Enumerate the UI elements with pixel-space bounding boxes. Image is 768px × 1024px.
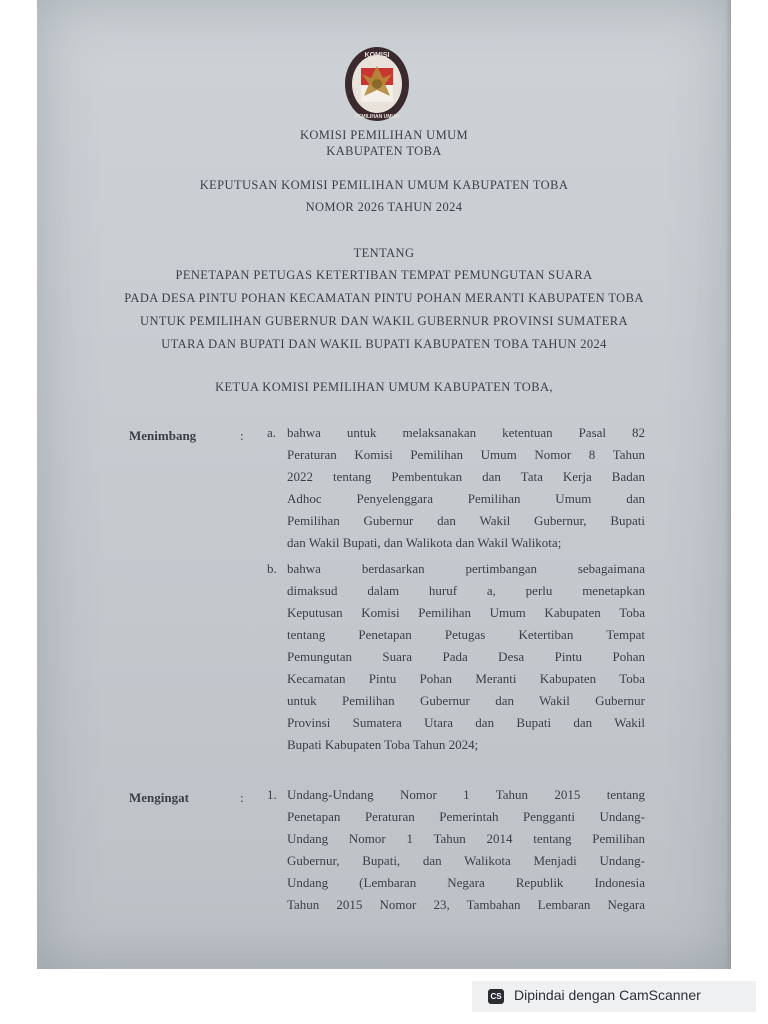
clause-b-line: Keputusan Komisi Pemilihan Umum Kabupaten Toba	[287, 605, 645, 620]
clause-b-line: untuk Pemilihan Gubernur dan Wakil Gubernur	[287, 693, 645, 708]
logo-text-bottom: PEMILIHAN UMUM	[354, 114, 400, 120]
clause-1-line: Gubernur, Bupati, dan Walikota Menjadi Undang-	[287, 853, 645, 868]
clause-b-line: Kecamatan Pintu Pohan Meranti Kabupaten Toba	[287, 671, 645, 686]
mengingat-colon: :	[240, 790, 244, 805]
clause-1-line: Penetapan Peraturan Pemerintah Pengganti Undang-	[287, 809, 645, 824]
org-name-line1: KOMISI PEMILIHAN UMUM	[299, 128, 469, 142]
clause-1-line: Tahun 2015 Nomor 23, Tambahan Lembaran Negara	[287, 897, 645, 912]
chair-line: KETUA KOMISI PEMILIHAN UMUM KABUPATEN TOBA,	[215, 380, 553, 394]
menimbang-label: Menimbang	[129, 428, 197, 443]
org-name-line2: KABUPATEN TOBA	[326, 144, 442, 158]
clause-a-line: bahwa untuk melaksanakan ketentuan Pasal 82	[287, 425, 645, 440]
item-marker-1: 1.	[267, 787, 277, 802]
menimbang-colon: :	[240, 428, 244, 443]
camscanner-watermark	[472, 981, 756, 1012]
clause-1-line: Undang-Undang Nomor 1 Tahun 2015 tentang	[287, 787, 645, 802]
camscanner-text: Dipindai dengan CamScanner	[514, 987, 701, 1003]
clause-b-line: dimaksud dalam huruf a, perlu menetapkan	[287, 583, 645, 598]
clause-a-line: Adhoc Penyelenggara Pemilihan Umum dan	[287, 491, 645, 506]
logo-text-top: KOMISI	[364, 52, 390, 59]
clause-a-line: dan Wakil Bupati, dan Walikota dan Wakil Walikota;	[287, 535, 562, 550]
clause-b-line: bahwa berdasarkan pertimbangan sebagaimana	[287, 561, 645, 576]
clause-a-line: Peraturan Komisi Pemilihan Umum Nomor 8 Tahun	[287, 447, 645, 462]
mengingat-label: Mengingat	[129, 790, 189, 805]
clause-a-line: 2022 tentang Pembentukan dan Tata Kerja Badan	[287, 469, 645, 484]
about-label: TENTANG	[353, 246, 415, 260]
subject-line: PENETAPAN PETUGAS KETERTIBAN TEMPAT PEMUNGUTAN SUARA	[175, 268, 593, 282]
clause-b-line: Provinsi Sumatera Utara dan Bupati dan Wakil	[287, 715, 645, 730]
clause-1-line: Undang Nomor 1 Tahun 2014 tentang Pemilihan	[287, 831, 645, 846]
camscanner-icon: CS	[488, 989, 504, 1004]
clause-b-line: Bupati Kabupaten Toba Tahun 2024;	[287, 737, 479, 752]
clause-b-line: tentang Penetapan Petugas Ketertiban Tempat	[287, 627, 645, 642]
kpu-emblem	[342, 44, 412, 124]
clause-a-line: Pemilihan Gubernur dan Wakil Gubernur, Bupati	[287, 513, 645, 528]
clause-1-line: Undang (Lembaran Negara Republik Indonesia	[287, 875, 645, 890]
item-marker-a: a.	[267, 425, 277, 440]
scanned-page	[37, 0, 731, 969]
item-marker-b: b.	[267, 561, 277, 576]
subject-line: UTARA DAN BUPATI DAN WAKIL BUPATI KABUPATEN TOBA TAHUN 2024	[161, 337, 607, 351]
decree-title: KEPUTUSAN KOMISI PEMILIHAN UMUM KABUPATEN TOBA	[199, 178, 569, 192]
subject-line: UNTUK PEMILIHAN GUBERNUR DAN WAKIL GUBERNUR PROVINSI SUMATERA	[140, 314, 628, 328]
decree-number: NOMOR 2026 TAHUN 2024	[305, 200, 463, 214]
clause-b-line: Pemungutan Suara Pada Desa Pintu Pohan	[287, 649, 645, 664]
subject-line: PADA DESA PINTU POHAN KECAMATAN PINTU POHAN MERANTI KABUPATEN TOBA	[124, 291, 644, 305]
